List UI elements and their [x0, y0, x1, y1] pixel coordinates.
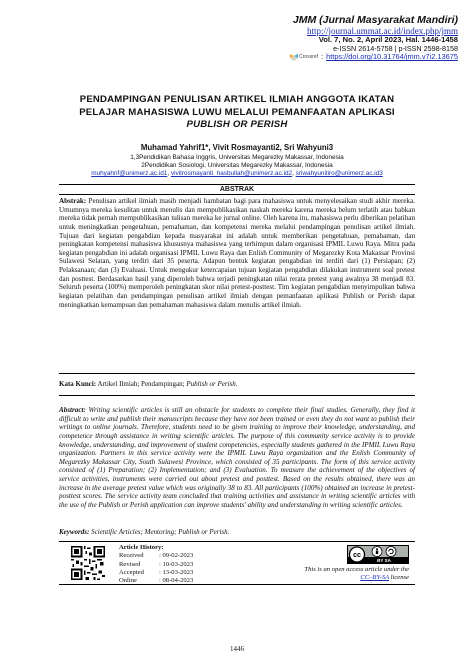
journal-header [290, 14, 458, 62]
title-line-1: PENDAMPINGAN PENULISAN ARTIKEL ILMIAH ANGGOTA IKATAN [79, 94, 395, 105]
title-line-2: PELAJAR MAHASISWA LUWU MELALUI PEMANFAATAN APLIKASI [79, 106, 395, 118]
abstract-label: Abstract: [59, 406, 86, 414]
issn-info: e-ISSN 2614-5758 | p-ISSN 2598-8158 [333, 44, 458, 54]
email-link-1[interactable]: muhyahrif@unimerz.ac.id1 [91, 170, 168, 177]
keywords-en [59, 528, 415, 536]
kata-kunci-divider [59, 395, 415, 396]
abstrak-paragraph: Penulisan artikel ilmiah masih menjadi hambatan bagi para mahasiswa untuk menyelesaikan studi akhir mereka. Umumnya mereka kesulitan untuk menulis dan mempublikasikan naskah mereka karena mereka belum terlatih atau bahkan mereka tidak pernah mempublikasikan tulisan mereka ke jurnal online. Oleh karena itu, mahasiswa perlu diberikan pelatihan untuk meningkatkan pengetahuan, pemahaman, dan kompetensi mereka melalui pendampingan penulisan artikel ilmiah. Tujuan dari kegiatan pengabdian kepada masyarakat ini adalah untuk memberikan pengetahuan, pemahaman, dan peningkatan kompetensi mahasiswa khususnya mahasiswa yang terhimpun dalam organisasi IPMIL Luwu Raya. Mitra pada kegiatan pengabdian ini adalah organisasi IPMIL Luwu Raya dan Enlish Community of Megarezky Kota Makassar Provinsi Sulawesi Selatan, yang terdiri dari 35 peserta. Adapun bentuk kegiatan pengabdian ini terdiri dari (1) Persiapan; (2) Pelaksanaan; dan (3) Evaluasi. Untuk mengukur ketercapaian tujuan kegiatan pengabdian dilakukan instrument soal pretest dan posttest. Berdasarkan hasil yang diperoleh bahwa terjadi peningkatan nilai rerata pretest yang awalnya 38 menjadi 83. Seluruh peserta (100%) memperoleh peningkatan skor nilai pretest-posttest. Tim kegiatan pengabdian menyimpulkan bahwa kegiatan pelatihan dan pendampingan penulisan artikel ilmiah dengan pemanfaatan aplikasi Publish or Perish dapat meningkatkan kemampuan dan pemahaman mahasiswa dalam menulis artikel ilmiah. [59, 197, 415, 309]
oa-line-2 [304, 574, 409, 582]
history-value: : 09-02-2023 [159, 552, 194, 560]
history-heading: Article History: [119, 544, 164, 551]
kata-kunci [59, 380, 415, 388]
doi-link[interactable]: https://doi.org/10.31764/jmm.v7i2.13675 [326, 52, 458, 62]
crossref-icon [290, 54, 298, 61]
journal-url-link[interactable]: http://journal.ummat.ac.id/index.php/jmm [307, 26, 458, 37]
history-label: Revised [119, 560, 141, 568]
kata-kunci-label: Kata Kunci: [59, 380, 97, 388]
history-row-revised [119, 561, 193, 569]
license-link[interactable]: CC–BY-SA [360, 573, 390, 581]
article-info-box [59, 541, 415, 585]
author-emails: muhyahrif@unimerz.ac.id1, vivitrosmayanti_hasbullah@unimerz.ac.id2, sriwahyunitiro@unimerz.ac.id3 [91, 170, 383, 177]
history-value: : 13-03-2023 [159, 569, 194, 577]
title-line-3: PUBLISH OR PERISH [186, 119, 288, 131]
abstract-paragraph: Writing scientific articles is still an obstacle for students to complete their final studies. Generally, they find it difficult to write and publish their manuscripts because they have not been trained or even they do not want to publish their writings to online journals. Therefore, students need to be given training to improve their knowledge, understanding, and competence through assistance in writing scientific articles. The purpose of this community service activity is to provide knowledge, understanding, and improvement of student competencies, especially students gathered in the IPMIL Luwu Raya organization. Partners in this service activity were the IPMIL Luwu Raya organization and the Enlish Community of Megarezky Makassar City, South Sulawesi Province, which consisted of 35 participants. The form of this service activity consisted of (1) Preparation; (2) Implementation; and (3) Evaluation. To measure the achievement of the objectives of service activities, instruments were carried out about pretest and posttest. Based on the results obtained, there was an increase in the average pretest value which was originally 38 to 83. All participants (100%) obtained an increase in pretest-posttest scores. The service activity team concluded that training activities and assistance in writing scientific articles with the use of the Publish or Perish application can improve students' ability and understanding in writing scientific articles. [59, 406, 415, 510]
article-history [119, 544, 193, 586]
history-row-accepted [119, 569, 193, 577]
open-access-notice [304, 566, 409, 582]
kata-kunci-italic: Publish or Perish. [186, 380, 238, 388]
keywords-label: Keywords: [59, 528, 90, 536]
abstract-english [59, 406, 415, 510]
cc-badge-text: BY SA [377, 558, 391, 563]
email-link-3[interactable]: sriwahyunitiro@unimerz.ac.id3 [295, 170, 383, 177]
affiliation-1: 1,3Pendidikan Bahasa Inggris, Universitas Megarezky Makassar, Indonesia [130, 154, 344, 161]
cc-by-sa-badge-icon[interactable] [347, 545, 409, 564]
history-row-online [119, 577, 193, 585]
history-row-received [119, 552, 193, 560]
author-list: Muhamad Yahrif1*, Vivit Rosmayanti2, Sri Wahyuni3 [140, 143, 334, 152]
abstrak-heading: ABSTRAK [59, 184, 415, 195]
keywords-text: Scientific Articles; Mentoring; Publish or Perish. [91, 528, 230, 536]
abstrak-label: Abstrak: [59, 197, 87, 205]
email-link-2[interactable]: vivitrosmayanti_hasbullah@unimerz.ac.id2 [170, 170, 293, 177]
crossref-label: Crossref [299, 53, 319, 60]
page-number: 1446 [230, 645, 244, 653]
history-value: : 10-03-2023 [159, 560, 194, 568]
volume-info: Vol. 7, No. 2, April 2023, Hal. 1446-1458 [318, 35, 458, 45]
svg-text:cc: cc [353, 552, 361, 559]
history-label: Online [119, 577, 137, 585]
doi-row: Crossref : https://doi.org/10.31764/jmm.v7i2.13675 [290, 53, 458, 62]
kata-kunci-plain: Artikel Ilmiah; Pendampingan; [97, 380, 185, 388]
license-suffix: license [389, 573, 409, 581]
affiliation-2: 2Pendidikan Sosiologi, Universitas Megarezky Makassar, Indonesia [141, 162, 333, 169]
qr-code-icon[interactable] [71, 546, 105, 580]
history-label: Received [119, 552, 144, 560]
oa-line-1: This is an open access article under the [304, 566, 409, 573]
abstrak-divider [59, 373, 415, 374]
journal-title: JMM (Jurnal Masyarakat Mandiri) [292, 14, 458, 26]
abstrak-text [59, 197, 415, 309]
article-title [30, 94, 444, 132]
history-label: Accepted [119, 569, 144, 577]
crossref-logo [290, 54, 318, 61]
history-value: : 08-04-2023 [159, 577, 194, 585]
